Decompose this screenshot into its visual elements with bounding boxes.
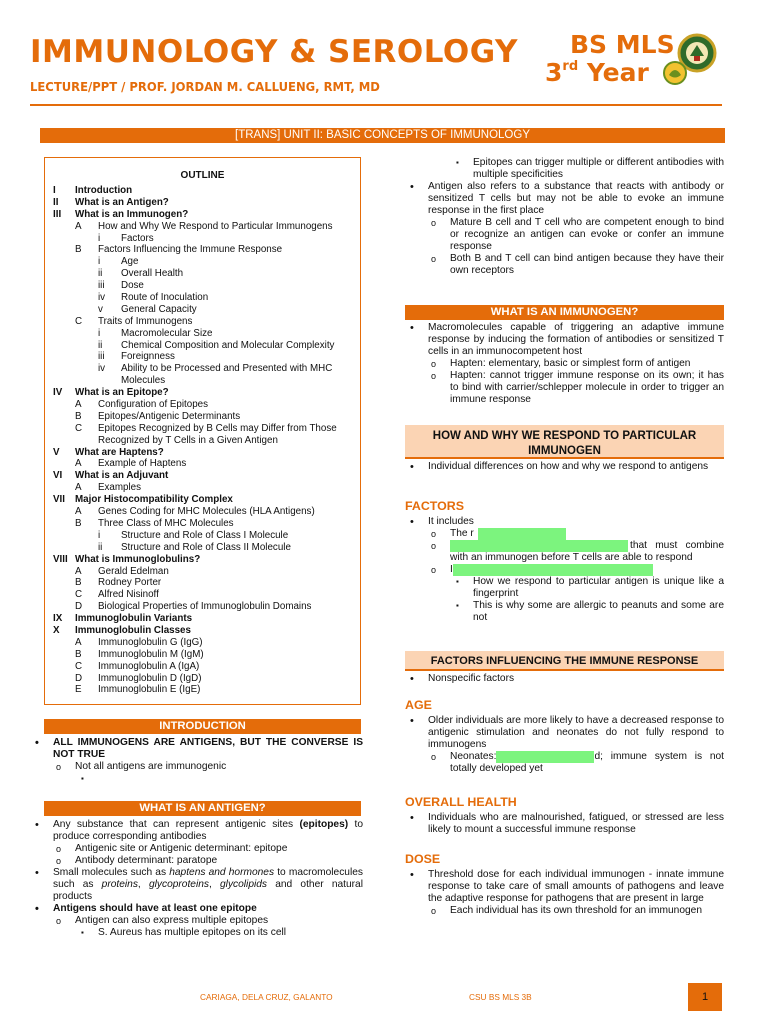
outline-item	[53, 363, 352, 375]
outline-item-number: A	[75, 565, 82, 577]
text-run: and other natural products	[53, 879, 363, 902]
section-health-header: OVERALL HEALTH	[405, 795, 517, 809]
footer-authors: CARIAGA, DELA CRUZ, GALANTO	[200, 992, 333, 1002]
text-run: ,	[137, 879, 149, 890]
outline-item-label: Three Class of MHC Molecules	[98, 517, 234, 529]
outline-item-number: IX	[53, 613, 63, 625]
factors-body	[405, 516, 724, 624]
factor-sub-bullet	[405, 528, 724, 540]
outline-item-label: What is an Epitope?	[75, 387, 169, 399]
outline-item-number: VI	[53, 470, 63, 482]
outline-item	[53, 328, 352, 340]
outline-item-number: A	[75, 220, 82, 232]
age-body	[405, 715, 724, 775]
individual-differences-bullet: • Individual differences on how and why we respond to antigens	[405, 461, 724, 473]
epitopes-trigger-bullet: ▪ Epitopes can trigger multiple or different antibodies with multiple specificities	[405, 157, 724, 181]
section-age-header: AGE	[405, 698, 432, 712]
outline-item	[53, 554, 352, 566]
outline-item-label: Molecules	[121, 375, 166, 387]
outline-item-label: Example of Haptens	[98, 458, 187, 470]
paratope-sub-bullet: o Antibody determinant: paratope	[30, 855, 363, 867]
outline-item-label: Immunoglobulin A (IgA)	[98, 660, 200, 672]
intro-bullet: • ALL IMMUNOGENS ARE ANTIGENS, BUT THE CONVERSE IS NOT TRUE	[30, 737, 363, 761]
threshold-sub-bullet: o Each individual has its own threshold for an immunogen	[405, 905, 724, 917]
outline-item-number: iv	[98, 292, 106, 304]
outline-item-label: Gerald Edelman	[98, 565, 169, 577]
outline-item-number: A	[75, 506, 82, 518]
outline-item-label: Structure and Role of Class I Molecule	[121, 529, 289, 541]
outline-item-label: Recognized by T Cells in a Given Antigen	[98, 434, 278, 446]
antigen-definition-bullet	[30, 819, 363, 843]
section-antigen-header: WHAT IS AN ANTIGEN?	[44, 801, 361, 816]
outline-item	[53, 506, 352, 518]
outline-item	[53, 268, 352, 280]
program-label: BS MLS	[570, 30, 675, 59]
outline-item-number: C	[75, 660, 83, 672]
outline-item	[53, 613, 352, 625]
outline-item-number: i	[98, 529, 101, 541]
text-run: The r	[450, 528, 474, 539]
outline-item-label: Alfred Nisinoff	[98, 589, 159, 601]
outline-item-number: X	[53, 624, 60, 636]
influence-body	[405, 673, 724, 685]
factor-combine-sub-bullet	[405, 540, 724, 564]
outline-item-label: How and Why We Respond to Particular Immunogens	[98, 220, 333, 232]
outline-item-label: Immunoglobulin D (IgD)	[98, 672, 202, 684]
outline-item-label: Major Histocompatibility Complex	[75, 494, 233, 506]
outline-item-label: Chemical Composition and Molecular Complexity	[121, 339, 335, 351]
text-run: d; immune system is not totally developed yet	[450, 751, 724, 774]
text-run-italic: haptens and hormones	[169, 867, 275, 878]
outline-item	[53, 649, 352, 661]
outline-item	[53, 447, 352, 459]
outline-item-number: D	[75, 672, 83, 684]
outline-item	[53, 435, 352, 447]
outline-item	[53, 684, 352, 696]
multiple-epitopes-sub-bullet: o Antigen can also express multiple epitopes	[30, 915, 363, 927]
outline-item	[53, 637, 352, 649]
text-run: that must combine with an immunogen before T cells are able to respond	[450, 540, 724, 563]
outline-item	[53, 340, 352, 352]
outline-item	[53, 566, 352, 578]
antigen-continued-body	[405, 157, 724, 277]
outline-item-number: ii	[98, 339, 103, 351]
outline-item	[53, 589, 352, 601]
text-run: Any substance that can represent antigenic sites	[53, 819, 300, 830]
section-introduction-header: INTRODUCTION	[44, 719, 361, 734]
text-run: Neonates:	[450, 751, 497, 762]
outline-item-label: Macromolecular Size	[121, 327, 213, 339]
outline-item	[53, 387, 352, 399]
outline-item-label: Foreignness	[121, 351, 175, 363]
molecules-bullet	[30, 867, 363, 903]
outline-item-label: Age	[121, 256, 139, 268]
intro-empty-bullet	[30, 773, 363, 785]
outline-item-number: v	[98, 303, 103, 315]
outline-item-label: What is an Adjuvant	[75, 470, 169, 482]
outline-item-number: B	[75, 517, 82, 529]
outline-item	[53, 351, 352, 363]
threshold-bullet: • Threshold dose for each individual immunogen - innate immune response to take care of small amounts of pathogens and leave the adaptive response for pathogens that are present in large	[405, 869, 724, 905]
outline-item	[53, 482, 352, 494]
college-seal-icon	[662, 60, 688, 86]
document-subtitle: LECTURE/PPT / PROF. JORDAN M. CALLUENG, RMT, MD	[30, 78, 380, 95]
neonates-sub-bullet	[405, 751, 724, 775]
outline-item-label: Ability to be Processed and Presented with MHC	[121, 363, 333, 375]
mature-cells-sub-bullet: o Mature B cell and T cell who are competent enough to bind or recognize an antigen can evoke or confer an immune response	[405, 217, 724, 253]
outline-item-number: II	[53, 196, 59, 208]
outline-item-number: ii	[98, 268, 103, 280]
outline-item-label: Overall Health	[121, 268, 184, 280]
text-run: Small molecules such as	[53, 867, 170, 878]
outline-item-label: What is Immunoglobulins?	[75, 553, 201, 565]
outline-item-number: III	[53, 208, 62, 220]
intro-sub-bullet: o Not all antigens are immunogenic	[30, 761, 363, 773]
outline-item	[53, 661, 352, 673]
outline-item-label: Dose	[121, 280, 144, 292]
health-bullet: • Individuals who are malnourished, fatigued, or stressed are less likely to mount a successful immune response	[405, 812, 724, 836]
outline-item	[53, 577, 352, 589]
outline-item-number: B	[75, 577, 82, 589]
outline-item-number: I	[53, 185, 56, 196]
outline-item-label: Structure and Role of Class II Molecule	[121, 541, 291, 553]
outline-item-label: Examples	[98, 482, 142, 494]
hapten-basic-sub-bullet: o Hapten: elementary, basic or simplest form of antigen	[405, 358, 724, 370]
redaction-highlight	[453, 564, 653, 576]
outline-item-label: Rodney Porter	[98, 577, 162, 589]
outline-item	[53, 518, 352, 530]
outline-item	[53, 280, 352, 292]
outline-item-label: Factors	[121, 232, 154, 244]
text-run: to produce corresponding antibodies	[53, 819, 363, 842]
footer-course: CSU BS MLS 3B	[469, 992, 532, 1002]
outline-item-number: B	[75, 244, 82, 256]
outline-item-label: Immunoglobulin Classes	[75, 624, 191, 636]
text-run: I	[450, 564, 453, 575]
outline-item	[53, 458, 352, 470]
outline-item-number: i	[98, 256, 101, 268]
outline-item-label: Introduction	[75, 185, 133, 196]
outline-item-label: Route of Inoculation	[121, 292, 209, 304]
outline-item	[53, 625, 352, 637]
outline-item-label: Epitopes Recognized by B Cells may Differ from Those	[98, 422, 337, 434]
outline-item	[53, 316, 352, 328]
outline-item-number: iii	[98, 351, 105, 363]
text-run: ,	[208, 879, 221, 890]
immunogen-body	[405, 322, 724, 406]
text-run-italic: proteins	[101, 879, 138, 890]
antigen-body	[30, 819, 363, 939]
redaction-highlight	[450, 540, 628, 552]
outline-item	[53, 530, 352, 542]
section-factors-header: FACTORS	[405, 499, 464, 513]
outline-item-number: A	[75, 482, 82, 494]
outline-item-number: C	[75, 315, 83, 327]
outline-item	[53, 375, 352, 387]
outline-item	[53, 233, 352, 245]
dose-body	[405, 869, 724, 917]
document-title: IMMUNOLOGY & SEROLOGY	[30, 34, 518, 70]
outline-item	[53, 209, 352, 221]
outline-item-number: V	[53, 446, 60, 458]
nonspecific-bullet: • Nonspecific factors	[405, 673, 724, 685]
outline-item-label: What are Haptens?	[75, 446, 164, 458]
includes-bullet: • It includes	[405, 516, 724, 528]
respond-body	[405, 461, 724, 473]
outline-item	[53, 221, 352, 233]
outline-item-label: Biological Properties of Immunoglobulin Domains	[98, 601, 312, 613]
outline-item-label: Traits of Immunogens	[98, 315, 193, 327]
outline-box	[44, 157, 361, 705]
section-immunogen-header: WHAT IS AN IMMUNOGEN?	[405, 305, 724, 320]
outline-item-number: IV	[53, 387, 63, 399]
year-number: 3	[545, 58, 563, 87]
outline-item-number: E	[75, 684, 82, 696]
year-suffix: rd	[562, 59, 579, 74]
outline-item-label: Immunoglobulin M (IgM)	[98, 648, 204, 660]
outline-item-label: Epitopes/Antigenic Determinants	[98, 410, 241, 422]
redaction-highlight	[496, 751, 594, 763]
outline-title: OUTLINE	[180, 170, 225, 181]
outline-item-number: B	[75, 410, 82, 422]
page-number: 1	[688, 983, 722, 1011]
s-aureus-bullet: ▪ S. Aureus has multiple epitopes on its cell	[30, 927, 363, 939]
health-body	[405, 812, 724, 836]
text-run-italic: glycoproteins	[148, 879, 209, 890]
outline-item-number: B	[75, 648, 82, 660]
outline-item-label: Immunoglobulin G (IgG)	[98, 636, 203, 648]
section-influence-header: FACTORS INFLUENCING THE IMMUNE RESPONSE	[405, 651, 724, 671]
outline-item-label: Configuration of Epitopes	[98, 399, 209, 411]
outline-item-label: What is an Immunogen?	[75, 208, 189, 220]
outline-item	[53, 256, 352, 268]
factor-individual-sub-bullet	[405, 564, 724, 576]
outline-item-number: i	[98, 232, 101, 244]
peanuts-bullet: ▪ This is why some are allergic to peanuts and some are not	[405, 600, 724, 624]
outline-item-label: Immunoglobulin E (IgE)	[98, 684, 201, 696]
text-run: to macromolecules such as	[53, 867, 363, 890]
unit-title-bar: [TRANS] UNIT II: BASIC CONCEPTS OF IMMUNOLOGY	[40, 128, 725, 143]
outline-item-number: i	[98, 327, 101, 339]
outline-item-label: What is an Antigen?	[75, 196, 169, 208]
outline-item	[53, 304, 352, 316]
outline-item	[53, 411, 352, 423]
outline-item	[53, 494, 352, 506]
outline-item-number: C	[75, 422, 83, 434]
receptors-sub-bullet: o Both B and T cell can bind antigen because they have their own receptors	[405, 253, 724, 277]
outline-item	[53, 470, 352, 482]
text-run-bold: (epitopes)	[299, 819, 349, 830]
outline-item	[53, 244, 352, 256]
redaction-highlight	[478, 528, 566, 540]
outline-item-label: Genes Coding for MHC Molecules (HLA Antigens)	[98, 506, 315, 518]
outline-item-number: A	[75, 399, 82, 411]
outline-item	[53, 399, 352, 411]
outline-item-label: Factors Influencing the Immune Response	[98, 244, 283, 256]
outline-item	[53, 673, 352, 685]
outline-item	[53, 423, 352, 435]
year-label	[545, 58, 649, 88]
outline-item-number: iv	[98, 363, 106, 375]
section-dose-header: DOSE	[405, 852, 441, 866]
year-word: Year	[578, 58, 649, 87]
section-respond-header: HOW AND WHY WE RESPOND TO PARTICULAR IMMUNOGEN	[405, 425, 724, 459]
hapten-carrier-sub-bullet: o Hapten: cannot trigger immune response on its own; it has to bind with carrier/schlepper molecule in order to trigger an immune response	[405, 370, 724, 406]
fingerprint-bullet: ▪ How we respond to particular antigen is unique like a fingerprint	[405, 576, 724, 600]
outline-item	[53, 542, 352, 554]
age-bullet: • Older individuals are more likely to have a decreased response to antigenic stimulation and neonates do not fully respond to immunogens	[405, 715, 724, 751]
outline-item-number: C	[75, 589, 83, 601]
outline-item-number: D	[75, 601, 83, 613]
introduction-body	[30, 737, 363, 785]
text-run-italic: glycolipids	[220, 879, 268, 890]
epitope-minimum-bullet: • Antigens should have at least one epitope	[30, 903, 363, 915]
outline-item-number: A	[75, 458, 82, 470]
outline-item	[53, 292, 352, 304]
immunogen-definition-bullet: • Macromolecules capable of triggering an adaptive immune response by inducing the formation of antibodies or sensitized T cells in an immunocompetent host	[405, 322, 724, 358]
outline-item-label: Immunoglobulin Variants	[75, 613, 193, 625]
outline-item	[53, 601, 352, 613]
outline-list	[53, 185, 352, 696]
antigen-reacts-bullet: • Antigen also refers to a substance that reacts with antibody or sensitized T cells but may not be able to evoke an immune response in the first place	[405, 181, 724, 217]
epitope-sub-bullet: o Antigenic site or Antigenic determinant: epitope	[30, 843, 363, 855]
outline-item-label: General Capacity	[121, 303, 197, 315]
header-rule	[30, 104, 722, 106]
outline-item-number: ii	[98, 541, 103, 553]
outline-item	[53, 197, 352, 209]
outline-item-number: VIII	[53, 553, 68, 565]
outline-item-number: A	[75, 636, 82, 648]
outline-item-number: VII	[53, 494, 65, 506]
outline-item	[53, 185, 352, 197]
outline-item-number: iii	[98, 280, 105, 292]
